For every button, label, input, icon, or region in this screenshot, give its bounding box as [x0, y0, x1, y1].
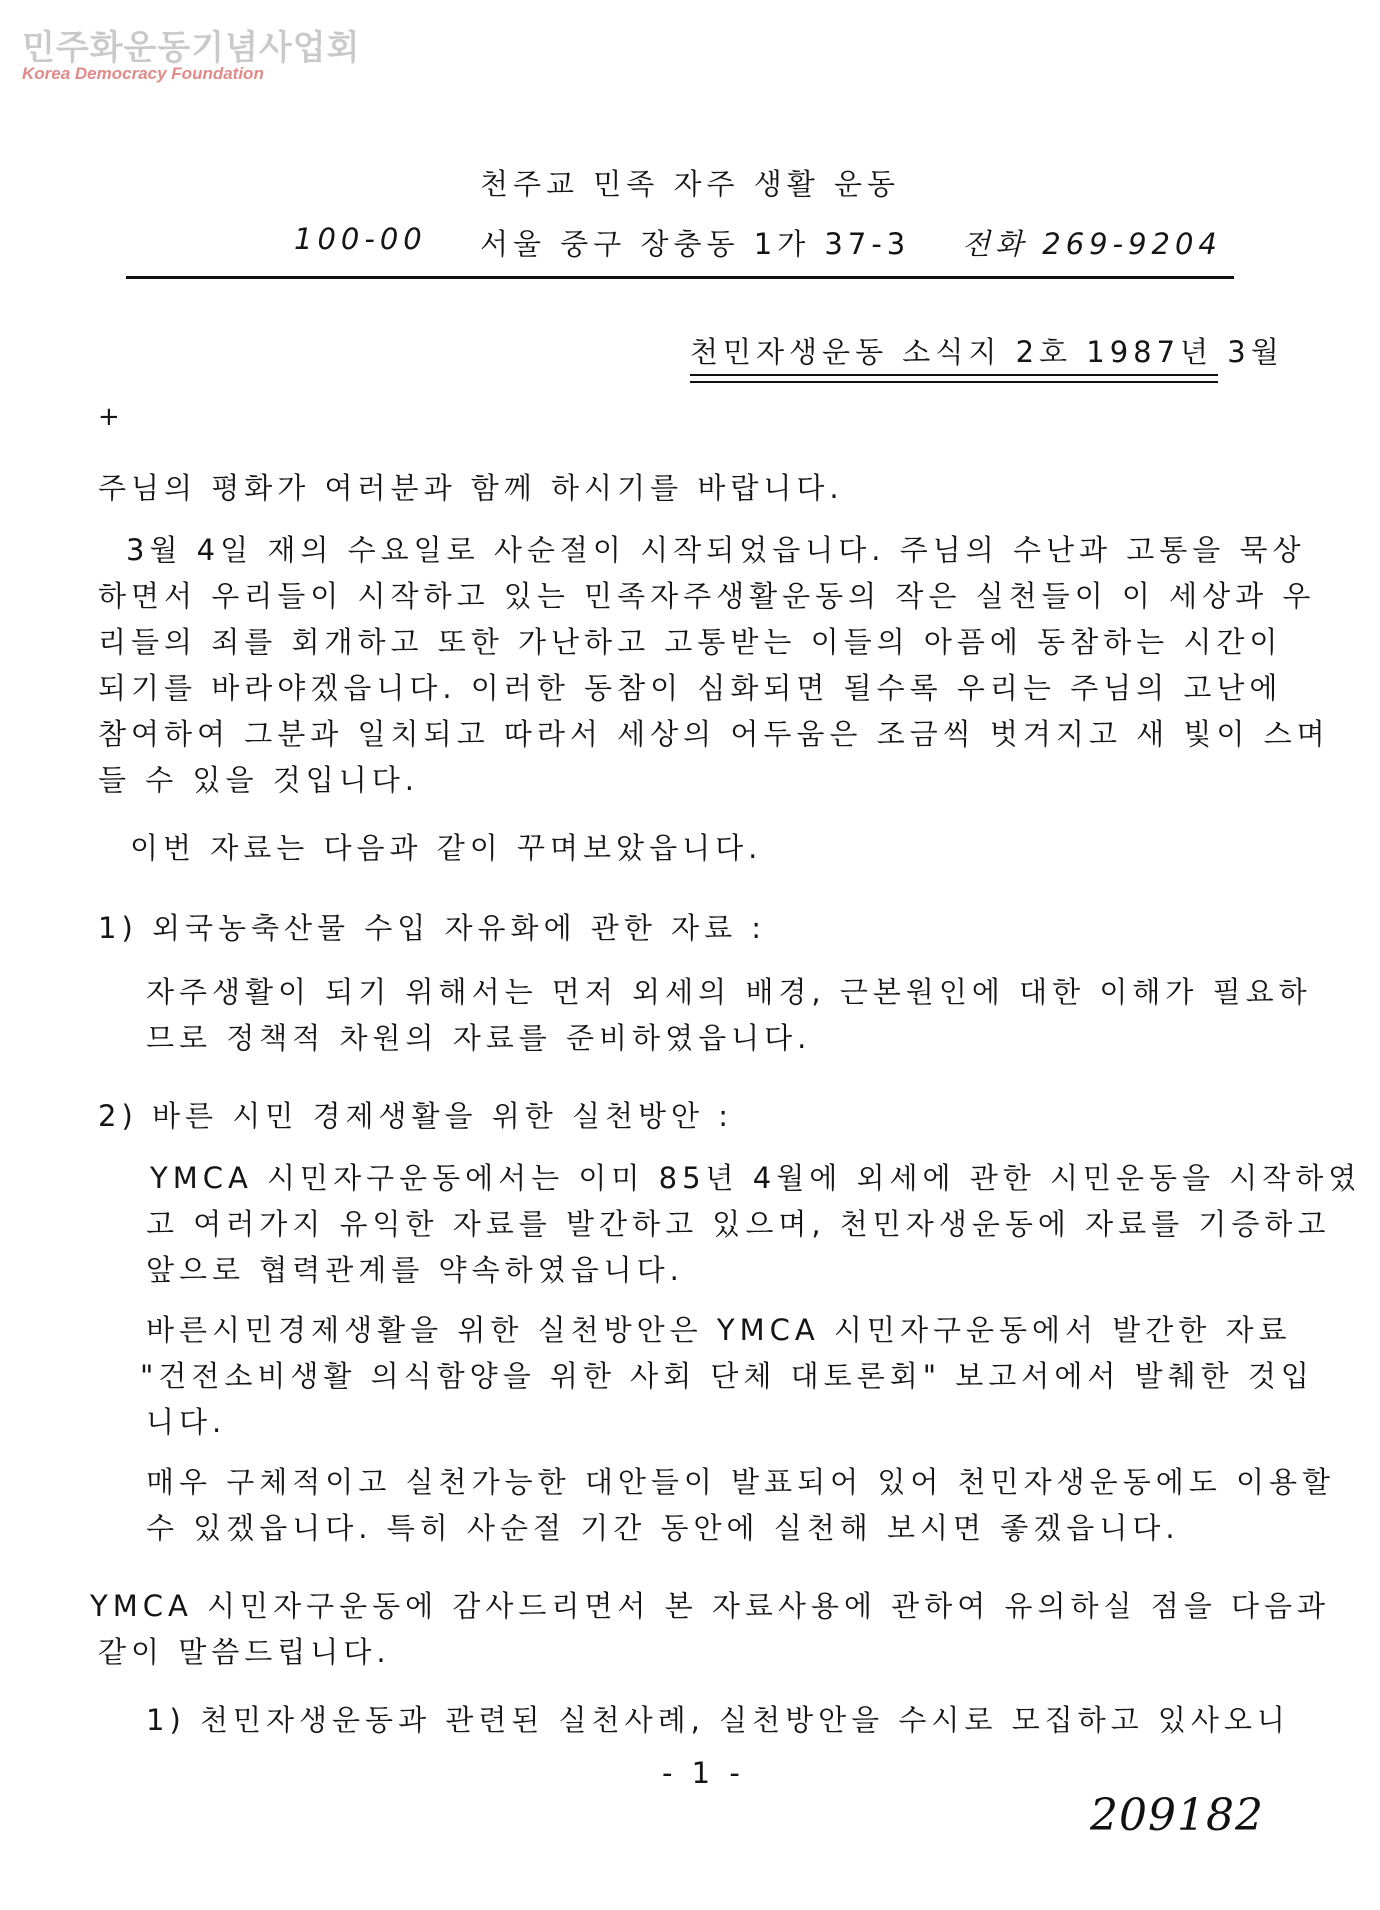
item1-text-line: 자주생활이 되기 위해서는 먼저 외세의 배경, 근본원인에 대한 이해가 필요하 — [146, 975, 1312, 1009]
cross-mark: + — [98, 402, 125, 432]
item2-text-line: 고 여러가지 유익한 자료를 발간하고 있으며, 천민자생운동에 자료를 기증하고 — [146, 1207, 1331, 1241]
item2-text-line: 앞으로 협력관계를 약속하였읍니다. — [146, 1253, 684, 1287]
item2-text-line: "건전소비생활 의식함양을 위한 사회 단체 대토론회" 보고서에서 발췌한 것입 — [140, 1359, 1314, 1393]
paragraph-line: 참여하여 그분과 일치되고 따라서 세상의 어두움은 조금씩 벗겨지고 새 빛이 스며 — [98, 717, 1330, 751]
paragraph-line: 되기를 바라야겠읍니다. 이러한 동참이 심화되면 될수록 우리는 주님의 고난에 — [98, 671, 1283, 705]
item2-text-line: YMCA 시민자구운동에서는 이미 85년 4월에 외세에 관한 시민운동을 시작하였 — [150, 1161, 1362, 1195]
item2-text-line: 니다. — [146, 1405, 227, 1439]
item2-heading: 2) 바른 시민 경제생활을 위한 실천방안 : — [98, 1099, 734, 1133]
ymca-paragraph-line: YMCA 시민자구운동에 감사드리면서 본 자료사용에 관하여 유의하실 점을 다음과 — [90, 1589, 1331, 1623]
letterhead-organization: 천주교 민족 자주 생활 운동 — [480, 167, 901, 201]
foundation-watermark-english: Korea Democracy Foundation — [22, 64, 264, 83]
item2-text-line: 바른시민경제생활을 위한 실천방안은 YMCA 시민자구운동에서 발간한 자료 — [146, 1313, 1292, 1347]
letterhead-postal-code: 100-00 — [294, 222, 427, 256]
letterhead-phone: 전화 269-9204 — [962, 227, 1222, 261]
greeting: 주님의 평화가 여러분과 함께 하시기를 바랍니다. — [98, 471, 844, 505]
page-number: - 1 - — [662, 1756, 745, 1790]
paragraph-line: 리들의 죄를 회개하고 또한 가난하고 고통받는 이들의 아픔에 동참하는 시간이 — [98, 625, 1283, 659]
issue-line: 천민자생운동 소식지 2호 1987년 3월 — [690, 335, 1284, 369]
contents-intro: 이번 자료는 다음과 같이 꾸며보았읍니다. — [130, 831, 763, 865]
ymca-paragraph-line: 같이 말씀드립니다. — [98, 1635, 391, 1669]
item2-text-line: 매우 구체적이고 실천가능한 대안들이 발표되어 있어 천민자생운동에도 이용할 — [146, 1465, 1335, 1499]
handwritten-archive-number: 209182 — [1090, 1790, 1264, 1841]
item2-text-line: 수 있겠읍니다. 특히 사순절 기간 동안에 실천해 보시면 좋겠읍니다. — [146, 1511, 1180, 1545]
paragraph-line: 하면서 우리들이 시작하고 있는 민족자주생활운동의 작은 실천들이 이 세상과 우 — [98, 579, 1316, 613]
letterhead-address: 서울 중구 장충동 1가 37-3 — [480, 227, 911, 261]
paragraph-line: 들 수 있을 것입니다. — [98, 763, 419, 797]
foundation-watermark-korean: 민주화운동기념사업회 — [22, 28, 361, 68]
issue-underline-top — [690, 374, 1218, 376]
item1-text-line: 므로 정책적 차원의 자료를 준비하였읍니다. — [146, 1021, 812, 1055]
letterhead-rule — [126, 276, 1234, 279]
item1-heading: 1) 외국농축산물 수입 자유화에 관한 자료 : — [98, 911, 767, 945]
paragraph-line: 3월 4일 재의 수요일로 사순절이 시작되었읍니다. 주님의 수난과 고통을 묵상 — [126, 533, 1306, 567]
note1: 1) 천민자생운동과 관련된 실천사례, 실천방안을 수시로 모집하고 있사오니 — [146, 1703, 1290, 1737]
issue-underline-bottom — [690, 381, 1218, 383]
